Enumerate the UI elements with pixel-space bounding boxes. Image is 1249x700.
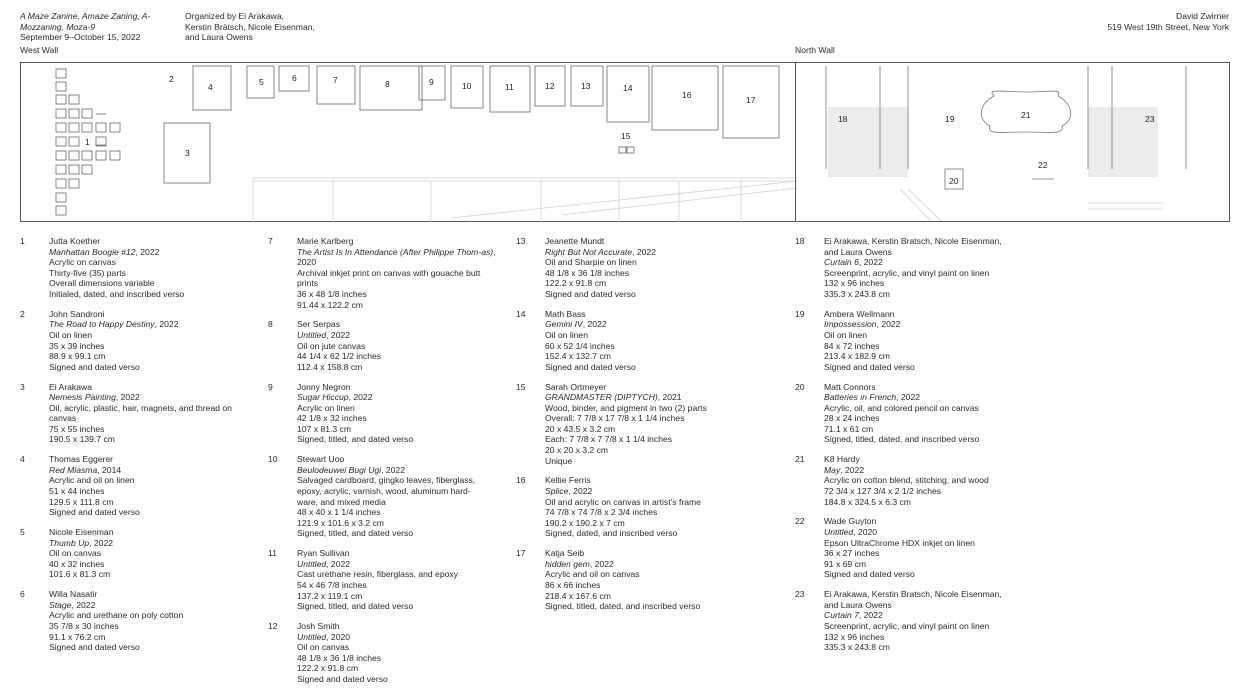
- entry-year: , 2022: [89, 537, 114, 548]
- entry-title-line: [824, 319, 1025, 330]
- entry-detail: 107 x 81.3 cm: [297, 423, 351, 434]
- checklist-entry: [516, 475, 786, 539]
- entry-detail: Each: 7 7/8 x 7 7/8 x 1 1/4 inches: [545, 434, 673, 445]
- entry-title-line: [545, 392, 786, 403]
- entry-detail: Epson UltraChrome HDX inkjet on linen: [824, 537, 975, 548]
- plan-number-5: 5: [259, 77, 264, 87]
- checklist-entry: [20, 589, 260, 653]
- entry-artist: John Sandroni: [49, 308, 105, 319]
- entry-detail: Acrylic on cotton blend, stitching, and wood: [824, 475, 989, 486]
- entry-artist: K8 Hardy: [824, 454, 860, 465]
- entry-title-line: [49, 600, 260, 611]
- entry-detail: 218.4 x 167.6 cm: [545, 590, 611, 601]
- plan-number-1: 1: [85, 137, 90, 147]
- entry-artist: Jutta Koether: [49, 236, 101, 246]
- entry-detail: 48 x 40 x 1 1/4 inches: [297, 507, 381, 518]
- plan-number-18: 18: [838, 114, 848, 124]
- entry-year: , 2022: [840, 464, 865, 475]
- entry-number: 14: [516, 308, 526, 319]
- checklist-entry: [268, 548, 508, 612]
- entry-artist: Stewart Uoo: [297, 454, 345, 465]
- plan-number-15: 15: [621, 131, 631, 141]
- entry-year: , 2022: [381, 464, 405, 475]
- plan-number-11: 11: [505, 82, 514, 92]
- entry-artist: Katja Seib: [545, 548, 585, 559]
- entry-title: Impossession: [824, 319, 877, 330]
- entry-detail: 112.4 x 158.8 cm: [297, 361, 363, 372]
- entry-detail: 44 1/4 x 62 1/2 inches: [297, 351, 382, 362]
- entry-title-line: [49, 538, 260, 549]
- west-wall-drawing: [21, 63, 797, 223]
- entry-year: , 2022: [115, 392, 140, 403]
- plan-number-13: 13: [581, 81, 591, 91]
- entry-detail: 84 x 72 inches: [824, 340, 880, 351]
- entry-year: , 2022: [71, 599, 96, 610]
- entry-title-line: [297, 632, 508, 643]
- entry-detail: ware, and mixed media: [297, 496, 386, 507]
- entry-detail: 28 x 24 inches: [824, 413, 880, 424]
- entry-detail: Signed and dated verso: [824, 361, 915, 372]
- entry-detail: Wood, binder, and pigment in two (2) parts: [545, 402, 707, 413]
- entry-detail: Oil on linen: [824, 329, 867, 340]
- entry-detail: 132 x 96 inches: [824, 278, 885, 289]
- gallery-name: David Zwirner: [1175, 11, 1229, 21]
- entry-number: 7: [268, 236, 273, 246]
- entry-detail: 122.2 x 91.8 cm: [297, 663, 359, 674]
- entry-title: Beulodeuwei Bugi Ugi: [297, 464, 382, 475]
- entry-number: 23: [795, 589, 805, 600]
- entry-artist: Math Bass: [545, 308, 586, 319]
- entry-detail: Signed and dated verso: [49, 642, 140, 653]
- entry-detail: Oil on canvas: [49, 548, 102, 559]
- plan-number-4: 4: [208, 82, 213, 92]
- plan-number-16: 16: [682, 90, 692, 100]
- entry-title-line: [49, 465, 260, 476]
- west-wall-label: West Wall: [20, 45, 59, 55]
- entry-detail: 86 x 66 inches: [545, 579, 601, 590]
- entry-detail: 91 x 69 cm: [824, 558, 867, 569]
- entry-detail: Signed, titled, and dated verso: [297, 528, 414, 539]
- entry-number: 6: [20, 589, 25, 600]
- plan-number-22: 22: [1038, 160, 1048, 170]
- entry-title: Thumb Up: [49, 537, 90, 548]
- entry-artist-cont: and Laura Owens: [824, 599, 892, 610]
- entry-detail: 122.2 x 91.8 cm: [545, 278, 607, 289]
- entry-title: Gemini IV: [545, 319, 583, 330]
- plan-number-8: 8: [385, 79, 390, 89]
- entry-detail: Oil, acrylic, plastic, hair, magnets, and thread on: [49, 402, 232, 413]
- checklist-entry: [20, 309, 260, 373]
- entry-number: 19: [795, 308, 805, 319]
- entry-title: Curtain 7: [824, 610, 859, 621]
- entry-title-line: [824, 392, 1025, 403]
- entry-detail: Cast urethane resin, fiberglass, and epoxy: [297, 569, 458, 580]
- entry-artist: Sarah Ortmeyer: [545, 381, 607, 392]
- entry-detail: 72 3/4 x 127 3/4 x 2 1/2 inches: [824, 486, 942, 497]
- entry-number: 22: [795, 516, 805, 527]
- plan-number-23: 23: [1145, 114, 1155, 124]
- gallery-info: [1107, 11, 1229, 32]
- checklist-entry: [20, 454, 260, 518]
- checklist-entry: [268, 454, 508, 539]
- entry-artist: Ei Arakawa: [49, 381, 92, 392]
- entry-year: , 2022: [326, 329, 351, 340]
- entry-detail: Overall dimensions variable: [49, 278, 155, 289]
- entry-detail: Acrylic and urethane on poly cotton: [49, 610, 184, 621]
- checklist-entry: [795, 382, 1025, 446]
- entry-title: Untitled: [297, 329, 327, 340]
- entry-detail: 137.2 x 119.1 cm: [297, 590, 363, 601]
- north-wall-drawing: [796, 63, 1231, 223]
- entry-year: , 2020: [853, 527, 878, 537]
- entry-year: , 2021: [657, 392, 682, 403]
- entry-artist: Josh Smith: [297, 620, 340, 631]
- entry-artist: Ei Arakawa, Kerstin Bratsch, Nicole Eisenman,: [824, 589, 1002, 600]
- entry-detail: 121.9 x 101.6 x 3.2 cm: [297, 517, 384, 528]
- checklist-entry: [795, 516, 1025, 580]
- entry-artist: Ei Arakawa, Kerstin Bratsch, Nicole Eisenman,: [824, 236, 1002, 246]
- entry-detail: 36 x 48 1/8 inches: [297, 288, 367, 299]
- checklist-entry: [516, 309, 786, 373]
- entry-detail: 190.2 x 190.2 x 7 cm: [545, 517, 625, 528]
- entry-title-line: [824, 610, 1025, 621]
- entry-detail: 60 x 52 1/4 inches: [545, 340, 615, 351]
- entry-detail: Thirty-five (35) parts: [49, 267, 126, 278]
- entry-title-line: [824, 257, 1025, 268]
- entry-detail: 184.8 x 324.5 x 6.3 cm: [824, 496, 911, 507]
- entry-title: Right But Not Accurate: [545, 246, 633, 257]
- entry-detail: 35 7/8 x 30 inches: [49, 620, 119, 631]
- entry-detail: 54 x 46 7/8 inches: [297, 579, 367, 590]
- entry-number: 2: [20, 308, 25, 319]
- entry-number: 3: [20, 381, 25, 392]
- entry-number: 20: [795, 381, 805, 392]
- entry-artist: Jonny Negron: [297, 381, 351, 392]
- entry-detail: Acrylic on linen: [297, 402, 355, 413]
- entry-detail: Oil and acrylic on canvas in artist's frame: [545, 496, 701, 507]
- entry-detail: 335.3 x 243.8 cm: [824, 288, 890, 299]
- checklist-entry: [20, 236, 260, 300]
- entry-detail: 51 x 44 inches: [49, 486, 105, 497]
- entry-detail: 36 x 27 inches: [824, 548, 880, 559]
- entry-detail: 88.9 x 99.1 cm: [49, 351, 106, 362]
- gallery-address: 519 West 19th Street, New York: [1107, 21, 1229, 32]
- entry-detail: 42 1/8 x 32 inches: [297, 413, 367, 424]
- entry-year: , 2022: [154, 319, 179, 330]
- plan-number-14: 14: [623, 83, 633, 93]
- entry-detail: 48 1/8 x 36 1/8 inches: [545, 267, 630, 278]
- checklist-entry: [516, 548, 786, 612]
- entry-title-line: [49, 319, 260, 330]
- entry-detail: epoxy, acrylic, varnish, wood, aluminum hard-: [297, 486, 471, 497]
- plan-number-12: 12: [545, 81, 555, 91]
- checklist-entry: [516, 236, 786, 300]
- entry-artist: Keltie Ferris: [545, 475, 591, 486]
- entry-title-line: [297, 247, 508, 268]
- entry-detail: 335.3 x 243.8 cm: [824, 642, 890, 653]
- organizers-line: Organized by Ei Arakawa,: [185, 11, 284, 21]
- entry-title-line: [545, 559, 786, 570]
- entry-detail: Signed and dated verso: [297, 673, 388, 684]
- checklist-entry: [795, 589, 1025, 653]
- entry-title: Stage: [49, 599, 72, 610]
- entry-detail: 132 x 96 inches: [824, 631, 885, 642]
- entry-title-line: [49, 247, 260, 258]
- entry-detail: Screenprint, acrylic, and vinyl paint on linen: [824, 620, 990, 631]
- entry-title: Untitled: [297, 558, 327, 569]
- entry-year: , 2014: [97, 464, 122, 475]
- entry-year: , 2022: [858, 257, 883, 268]
- entry-artist: Nicole Eisenman: [49, 527, 114, 537]
- entry-detail: Salvaged cardboard, gingko leaves, fiberglass,: [297, 475, 476, 486]
- entry-artist-cont: and Laura Owens: [824, 246, 892, 257]
- exhibition-dates: September 9–October 15, 2022: [20, 32, 141, 43]
- entry-artist: Thomas Eggerer: [49, 454, 114, 465]
- entry-title-line: [297, 330, 508, 341]
- entry-year: , 2020: [326, 631, 351, 642]
- entry-detail: 40 x 32 inches: [49, 558, 105, 569]
- entry-number: 5: [20, 527, 25, 537]
- entry-detail: Oil on jute canvas: [297, 340, 366, 351]
- entry-detail: Oil on linen: [545, 329, 588, 340]
- plan-number-3: 3: [185, 148, 190, 158]
- entry-detail: Signed, titled, dated, and inscribed verso: [824, 434, 980, 445]
- entry-number: 18: [795, 236, 805, 246]
- entry-detail: Unique: [545, 455, 573, 466]
- checklist-entry: [268, 382, 508, 446]
- entry-artist: Ryan Sullivan: [297, 548, 350, 559]
- checklist-entry: [795, 309, 1025, 373]
- entry-artist: Ser Serpas: [297, 319, 340, 330]
- entry-title: GRANDMASTER (DIPTYCH): [545, 392, 658, 403]
- checklist-column-1: [20, 236, 260, 662]
- entry-detail: Signed and dated verso: [49, 361, 140, 372]
- entry-title: The Road to Happy Destiny: [49, 319, 155, 330]
- entry-detail: 48 1/8 x 36 1/8 inches: [297, 652, 382, 663]
- exhibition-title-line: Mozzaning, Moza-9: [20, 21, 95, 32]
- entry-artist: Jeanette Mundt: [545, 236, 605, 246]
- entry-detail: 35 x 39 inches: [49, 340, 105, 351]
- checklist-entry: [20, 382, 260, 446]
- entry-detail: 71.1 x 61 cm: [824, 423, 874, 434]
- entry-number: 15: [516, 381, 526, 392]
- entry-detail: 91.1 x 76.2 cm: [49, 631, 106, 642]
- entry-detail: prints: [297, 278, 319, 289]
- entry-detail: 74 7/8 x 74 7/8 x 2 3/4 inches: [545, 507, 658, 518]
- entry-year: , 2022: [632, 246, 656, 257]
- entry-year: , 2022: [858, 610, 883, 621]
- organizers-line: Kerstin Brätsch, Nicole Eisenman,: [185, 21, 315, 32]
- checklist-entry: [268, 621, 508, 685]
- entry-title-line: [545, 486, 786, 497]
- exhibition-title-line: A Maze Zanine, Amaze Zaning, A-: [20, 11, 151, 21]
- entry-detail: Screenprint, acrylic, and vinyl paint on linen: [824, 267, 990, 278]
- entry-number: 8: [268, 319, 273, 330]
- entry-title-line: [297, 465, 508, 476]
- entry-detail: 129.5 x 111.8 cm: [49, 496, 114, 507]
- entry-artist: Marie Karlberg: [297, 236, 354, 246]
- entry-detail: Initialed, dated, and inscribed verso: [49, 288, 185, 299]
- entry-detail: Signed and dated verso: [824, 569, 915, 580]
- checklist-column-2: [268, 236, 508, 694]
- entry-title: Sugar Hiccup: [297, 392, 349, 403]
- entry-number: 12: [268, 620, 278, 631]
- north-wall-label: North Wall: [795, 45, 835, 55]
- checklist-entry: [20, 527, 260, 580]
- entry-title-line: [49, 392, 260, 403]
- plan-number-10: 10: [462, 81, 472, 91]
- plan-number-17: 17: [746, 95, 756, 105]
- entry-title: Curtain 6: [824, 257, 859, 268]
- entry-title: Red Miasma: [49, 464, 98, 475]
- entry-detail: canvas: [49, 413, 77, 424]
- checklist-entry: [795, 454, 1025, 507]
- entry-year: , 2022: [582, 319, 607, 330]
- entry-title: hidden gem: [545, 558, 590, 569]
- entry-detail: Oil and Sharpie on linen: [545, 257, 637, 268]
- entry-detail: Oil on canvas: [297, 642, 350, 653]
- entry-detail: Acrylic, oil, and colored pencil on canvas: [824, 402, 979, 413]
- entry-number: 10: [268, 454, 278, 465]
- entry-detail: Signed and dated verso: [545, 361, 636, 372]
- entry-number: 13: [516, 236, 526, 246]
- plan-number-20: 20: [949, 176, 959, 186]
- entry-title-line: [824, 465, 1025, 476]
- entry-detail: Acrylic on canvas: [49, 257, 116, 268]
- plan-number-19: 19: [945, 114, 955, 124]
- entry-detail: 75 x 55 inches: [49, 423, 105, 434]
- entry-detail: Archival inkjet print on canvas with gouache butt: [297, 267, 481, 278]
- entry-year: , 2022: [896, 392, 921, 403]
- checklist-entry: [516, 382, 786, 467]
- entry-number: 17: [516, 548, 526, 559]
- checklist-entry: [795, 236, 1025, 300]
- entry-detail: Overall: 7 7/8 x 17 7/8 x 1 1/4 inches: [545, 413, 685, 424]
- entry-detail: 101.6 x 81.3 cm: [49, 569, 111, 580]
- plan-number-6: 6: [292, 73, 297, 83]
- entry-number: 4: [20, 454, 25, 465]
- entry-detail: Signed, titled, dated, and inscribed verso: [545, 601, 701, 612]
- entry-detail: Oil on linen: [49, 329, 92, 340]
- entry-year: , 2022: [135, 246, 160, 257]
- entry-artist: Willa Nasatir: [49, 589, 98, 600]
- entry-number: 21: [795, 454, 805, 465]
- entry-year: , 2022: [568, 486, 593, 497]
- entry-year: , 2022: [348, 392, 373, 403]
- entry-detail: Signed, titled, and dated verso: [297, 434, 414, 445]
- entry-year: , 2022: [589, 558, 614, 569]
- entry-title-line: [297, 392, 508, 403]
- entry-artist: Wade Guyton: [824, 516, 877, 527]
- entry-title: Untitled: [824, 527, 854, 537]
- entry-title-line: [545, 319, 786, 330]
- entry-title: Batteries in French: [824, 392, 897, 403]
- entry-number: 9: [268, 381, 273, 392]
- entry-detail: 20 x 43.5 x 3.2 cm: [545, 423, 616, 434]
- entry-title: Manhattan Boogie #12: [49, 246, 136, 257]
- entry-title: Nemesis Painting: [49, 392, 116, 403]
- entry-title-line: [824, 527, 1025, 538]
- organizers-line: and Laura Owens: [185, 32, 253, 43]
- entry-detail: Acrylic and oil on linen: [49, 475, 135, 486]
- entry-detail: 20 x 20 x 3.2 cm: [545, 445, 609, 456]
- entry-number: 1: [20, 236, 25, 246]
- entry-number: 16: [516, 475, 526, 486]
- plan-number-9: 9: [429, 77, 434, 87]
- entry-artist: Matt Connors: [824, 381, 876, 392]
- entry-title: The Artist Is In Attendance (After Philippe Thom-as): [297, 246, 494, 257]
- entry-detail: 190.5 x 139.7 cm: [49, 434, 115, 445]
- west-wall-plan: [20, 62, 796, 222]
- plan-number-21: 21: [1021, 110, 1031, 120]
- plan-number-7: 7: [333, 75, 338, 85]
- entry-detail: Signed and dated verso: [545, 288, 636, 299]
- entry-year: , 2022: [326, 558, 351, 569]
- entry-detail: Acrylic and oil on canvas: [545, 569, 640, 580]
- entry-detail: Signed, titled, and dated verso: [297, 601, 414, 612]
- checklist-column-4: [795, 236, 1025, 662]
- entry-title-line: [545, 247, 786, 258]
- organizers-info: [185, 11, 315, 43]
- checklist-column-3: [516, 236, 786, 621]
- entry-title: Untitled: [297, 631, 327, 642]
- entry-artist: Ambera Wellmann: [824, 308, 895, 319]
- entry-title: Splice: [545, 486, 569, 497]
- entry-detail: Signed and dated verso: [49, 507, 140, 518]
- entry-year: , 2020: [297, 246, 496, 268]
- entry-detail: 213.4 x 182.9 cm: [824, 351, 890, 362]
- entry-detail: 152.4 x 132.7 cm: [545, 351, 611, 362]
- entry-detail: Signed, dated, and inscribed verso: [545, 528, 678, 539]
- entry-title-line: [297, 559, 508, 570]
- entry-title: May: [824, 464, 841, 475]
- entry-year: , 2022: [876, 319, 901, 330]
- north-wall-plan: [795, 62, 1230, 222]
- exhibition-info: [20, 11, 150, 43]
- entry-number: 11: [268, 548, 277, 559]
- checklist-entry: [268, 236, 508, 310]
- entry-detail: 91.44 x 122.2 cm: [297, 299, 363, 310]
- plan-number-2: 2: [169, 74, 174, 84]
- checklist-entry: [268, 319, 508, 372]
